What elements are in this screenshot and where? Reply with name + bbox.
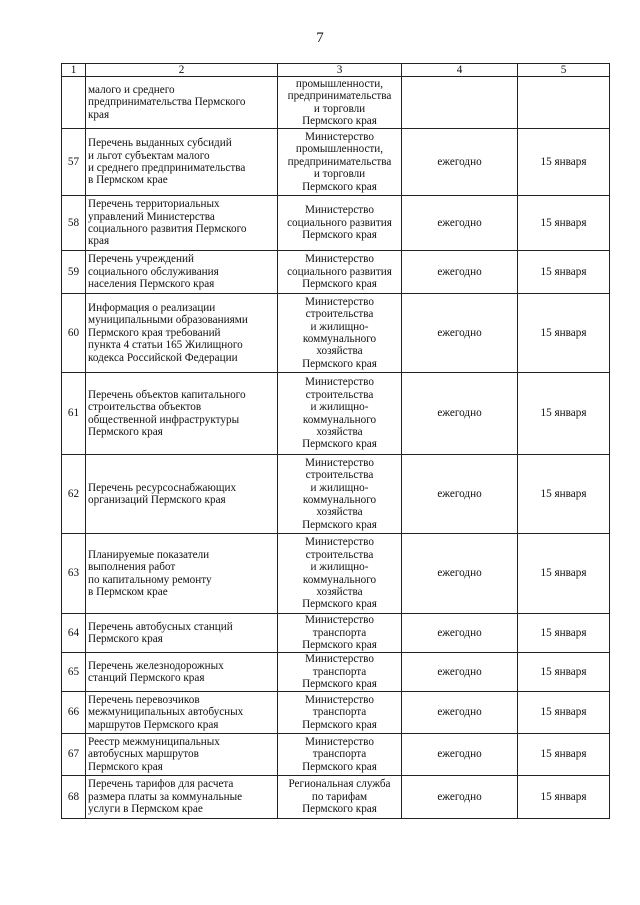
dataset-name-line: Планируемые показатели <box>88 548 210 561</box>
row-number: 59 <box>62 251 86 294</box>
dataset-name-line: выполнения работ <box>88 561 176 574</box>
dataset-name <box>86 251 278 294</box>
update-date: 15 января <box>518 734 610 776</box>
update-frequency: ежегодно <box>402 534 518 614</box>
responsible-body-line: Пермского края <box>302 760 377 773</box>
update-frequency: ежегодно <box>402 734 518 776</box>
dataset-name-line: Пермского края <box>88 425 163 438</box>
responsible-body-line: строительства <box>305 308 374 321</box>
responsible-body <box>278 455 402 534</box>
table-row <box>62 653 610 692</box>
responsible-body-line: Пермского края <box>302 278 377 291</box>
dataset-name <box>86 196 278 251</box>
responsible-body-line: транспорта <box>312 706 367 719</box>
responsible-body-line: Пермского края <box>302 438 377 451</box>
column-header-4: 4 <box>402 64 518 77</box>
data-table <box>61 63 610 819</box>
dataset-name-line: управлений Министерства <box>88 210 215 223</box>
dataset-name-line: Перечень перевозчиков <box>88 693 200 706</box>
update-date: 15 января <box>518 455 610 534</box>
responsible-body-line: Пермского края <box>302 114 377 127</box>
responsible-body-line: хозяйства <box>316 345 363 358</box>
dataset-name-line: Реестр межмуниципальных <box>88 735 220 748</box>
dataset-name <box>86 734 278 776</box>
dataset-name-line: и льгот субъектам малого <box>88 149 210 162</box>
dataset-name <box>86 534 278 614</box>
dataset-name-line: строительства объектов <box>88 401 202 414</box>
responsible-body-line: и жилищно- <box>310 481 369 494</box>
responsible-body-line: строительства <box>305 388 374 401</box>
table-row <box>62 129 610 196</box>
update-date: 15 января <box>518 692 610 734</box>
responsible-body-line: Министерство <box>305 693 374 706</box>
dataset-name-line: автобусных маршрутов <box>88 748 199 761</box>
responsible-body-line: строительства <box>305 548 374 561</box>
dataset-name-line: малого и среднего <box>88 83 175 96</box>
row-number: 61 <box>62 373 86 455</box>
responsible-body <box>278 776 402 819</box>
dataset-name-line: социального развития Пермского <box>88 223 247 235</box>
dataset-name-line: Перечень автобусных станций <box>88 620 233 633</box>
dataset-name-line: населения Пермского края <box>88 278 215 291</box>
responsible-body-line: коммунального <box>302 333 377 345</box>
responsible-body <box>278 534 402 614</box>
row-number: 64 <box>62 614 86 653</box>
row-number: 67 <box>62 734 86 776</box>
header-row <box>62 64 610 77</box>
responsible-body-line: Министерство <box>305 614 374 627</box>
row-number: 57 <box>62 129 86 196</box>
responsible-body-line: хозяйства <box>316 585 363 598</box>
update-frequency <box>402 77 518 129</box>
update-frequency: ежегодно <box>402 294 518 373</box>
dataset-name-line: Перечень учреждений <box>88 253 194 266</box>
row-number: 68 <box>62 776 86 819</box>
update-date: 15 января <box>518 776 610 819</box>
row-number: 65 <box>62 653 86 692</box>
responsible-body-line: хозяйства <box>316 506 363 519</box>
responsible-body-line: Министерство <box>305 376 374 389</box>
responsible-body-line: промышленности, <box>295 77 384 90</box>
dataset-name <box>86 455 278 534</box>
dataset-name-line: предпринимательства Пермского <box>88 96 246 109</box>
responsible-body-line: Министерство <box>305 735 374 748</box>
responsible-body-line: Министерство <box>305 653 374 666</box>
dataset-name-line: размера платы за коммунальные <box>88 790 243 803</box>
responsible-body-line: и жилищно- <box>310 561 369 574</box>
responsible-body-line: Пермского края <box>302 180 377 193</box>
responsible-body <box>278 373 402 455</box>
update-frequency: ежегодно <box>402 653 518 692</box>
table-row <box>62 692 610 734</box>
responsible-body-line: Пермского края <box>302 598 377 611</box>
row-number: 62 <box>62 455 86 534</box>
dataset-name-line: услуги в Пермском крае <box>88 803 203 816</box>
update-date: 15 января <box>518 373 610 455</box>
responsible-body-line: коммунального <box>302 494 377 506</box>
dataset-name-line: и среднего предпринимательства <box>88 162 246 174</box>
dataset-name-line: Информация о реализации <box>88 301 216 314</box>
responsible-body-line: коммунального <box>302 573 377 586</box>
dataset-name-line: Пермского края <box>88 633 163 645</box>
dataset-name-line: Перечень ресурсоснабжающих <box>88 481 237 494</box>
responsible-body-line: Пермского края <box>302 678 377 691</box>
responsible-body-line: предпринимательства <box>287 90 392 103</box>
update-frequency: ежегодно <box>402 776 518 819</box>
dataset-name <box>86 614 278 653</box>
responsible-body-line: и торговли <box>313 168 366 181</box>
update-date: 15 января <box>518 534 610 614</box>
dataset-name-line: Перечень территориальных <box>88 198 220 211</box>
responsible-body <box>278 196 402 251</box>
dataset-name-line: Пермского края <box>88 760 163 773</box>
dataset-name-line: Пермского края требований <box>88 326 221 339</box>
responsible-body-line: Пермского края <box>302 803 377 816</box>
dataset-name-line: организаций Пермского края <box>88 494 226 506</box>
dataset-name-line: Перечень объектов капитального <box>88 388 246 401</box>
table-row <box>62 196 610 251</box>
dataset-name-line: кодекса Российской Федерации <box>88 351 238 364</box>
table-row <box>62 734 610 776</box>
dataset-name-line: станций Пермского края <box>88 672 205 684</box>
table-row <box>62 534 610 614</box>
dataset-name-line: межмуниципальных автобусных <box>88 706 244 719</box>
update-date: 15 января <box>518 653 610 692</box>
responsible-body-line: транспорта <box>312 626 367 639</box>
responsible-body-line: и жилищно- <box>310 401 369 414</box>
update-date: 15 января <box>518 196 610 251</box>
responsible-body-line: социального развития <box>287 216 392 229</box>
update-frequency: ежегодно <box>402 129 518 196</box>
responsible-body <box>278 129 402 196</box>
update-frequency: ежегодно <box>402 196 518 251</box>
responsible-body-line: Министерство <box>305 295 374 308</box>
responsible-body-line: Министерство <box>305 456 374 469</box>
update-frequency: ежегодно <box>402 455 518 534</box>
row-number: 66 <box>62 692 86 734</box>
update-date: 15 января <box>518 129 610 196</box>
update-frequency: ежегодно <box>402 692 518 734</box>
dataset-name-line: края <box>88 235 110 248</box>
responsible-body-line: коммунального <box>302 413 377 426</box>
responsible-body-line: промышленности, <box>295 143 384 156</box>
responsible-body-line: Министерство <box>305 130 374 143</box>
dataset-name <box>86 776 278 819</box>
dataset-name-line: социального обслуживания <box>88 265 219 278</box>
table-row <box>62 294 610 373</box>
dataset-name-line: общественной инфраструктуры <box>88 413 240 426</box>
dataset-name <box>86 692 278 734</box>
responsible-body-line: Министерство <box>305 253 374 266</box>
dataset-name <box>86 294 278 373</box>
table-row <box>62 251 610 294</box>
dataset-name-line: Перечень тарифов для расчета <box>88 778 234 791</box>
column-header-2: 2 <box>86 64 278 77</box>
responsible-body <box>278 614 402 653</box>
row-number: 58 <box>62 196 86 251</box>
responsible-body <box>278 294 402 373</box>
column-header-1: 1 <box>62 64 86 77</box>
update-frequency: ежегодно <box>402 373 518 455</box>
table-row <box>62 776 610 819</box>
responsible-body-line: социального развития <box>287 265 392 278</box>
table-body <box>62 77 610 819</box>
dataset-name <box>86 373 278 455</box>
dataset-name-line: в Пермском крае <box>88 585 168 598</box>
responsible-body-line: Пермского края <box>302 357 377 370</box>
dataset-name-line: края <box>88 108 110 121</box>
responsible-body <box>278 692 402 734</box>
responsible-body-line: транспорта <box>312 748 367 761</box>
column-header-3: 3 <box>278 64 402 77</box>
responsible-body <box>278 653 402 692</box>
responsible-body-line: Министерство <box>305 536 374 549</box>
table-row <box>62 373 610 455</box>
responsible-body-line: по тарифам <box>311 790 368 803</box>
responsible-body-line: Пермского края <box>302 718 377 731</box>
table-row <box>62 455 610 534</box>
responsible-body-line: предпринимательства <box>287 155 392 168</box>
responsible-body-line: Министерство <box>305 204 374 217</box>
table-row <box>62 614 610 653</box>
responsible-body-line: хозяйства <box>316 425 363 438</box>
responsible-body-line: Региональная служба <box>288 778 391 791</box>
dataset-name-line: Перечень выданных субсидий <box>88 137 232 150</box>
responsible-body-line: Пермского края <box>302 639 377 652</box>
row-number: 60 <box>62 294 86 373</box>
responsible-body-line: и жилищно- <box>310 320 369 333</box>
responsible-body-line: транспорта <box>312 665 367 678</box>
row-number <box>62 77 86 129</box>
dataset-name <box>86 77 278 129</box>
responsible-body-line: Пермского края <box>302 518 377 531</box>
update-date: 15 января <box>518 294 610 373</box>
update-frequency: ежегодно <box>402 614 518 653</box>
update-date: 15 января <box>518 251 610 294</box>
dataset-name-line: муниципальными образованиями <box>88 314 248 327</box>
dataset-name <box>86 653 278 692</box>
responsible-body-line: строительства <box>305 469 374 482</box>
responsible-body-line: Пермского края <box>302 229 377 242</box>
responsible-body-line: и торговли <box>313 102 366 115</box>
responsible-body <box>278 251 402 294</box>
dataset-name-line: по капитальному ремонту <box>88 573 212 586</box>
table-row <box>62 77 610 129</box>
dataset-name-line: маршрутов Пермского края <box>88 718 219 731</box>
page-number: 7 <box>316 30 324 46</box>
dataset-name <box>86 129 278 196</box>
row-number: 63 <box>62 534 86 614</box>
dataset-name-line: Перечень железнодорожных <box>88 659 224 672</box>
column-header-5: 5 <box>518 64 610 77</box>
dataset-name-line: пункта 4 статьи 165 Жилищного <box>88 339 243 352</box>
update-date: 15 января <box>518 614 610 653</box>
responsible-body <box>278 734 402 776</box>
responsible-body <box>278 77 402 129</box>
update-date <box>518 77 610 129</box>
update-frequency: ежегодно <box>402 251 518 294</box>
dataset-name-line: в Пермском крае <box>88 174 168 187</box>
